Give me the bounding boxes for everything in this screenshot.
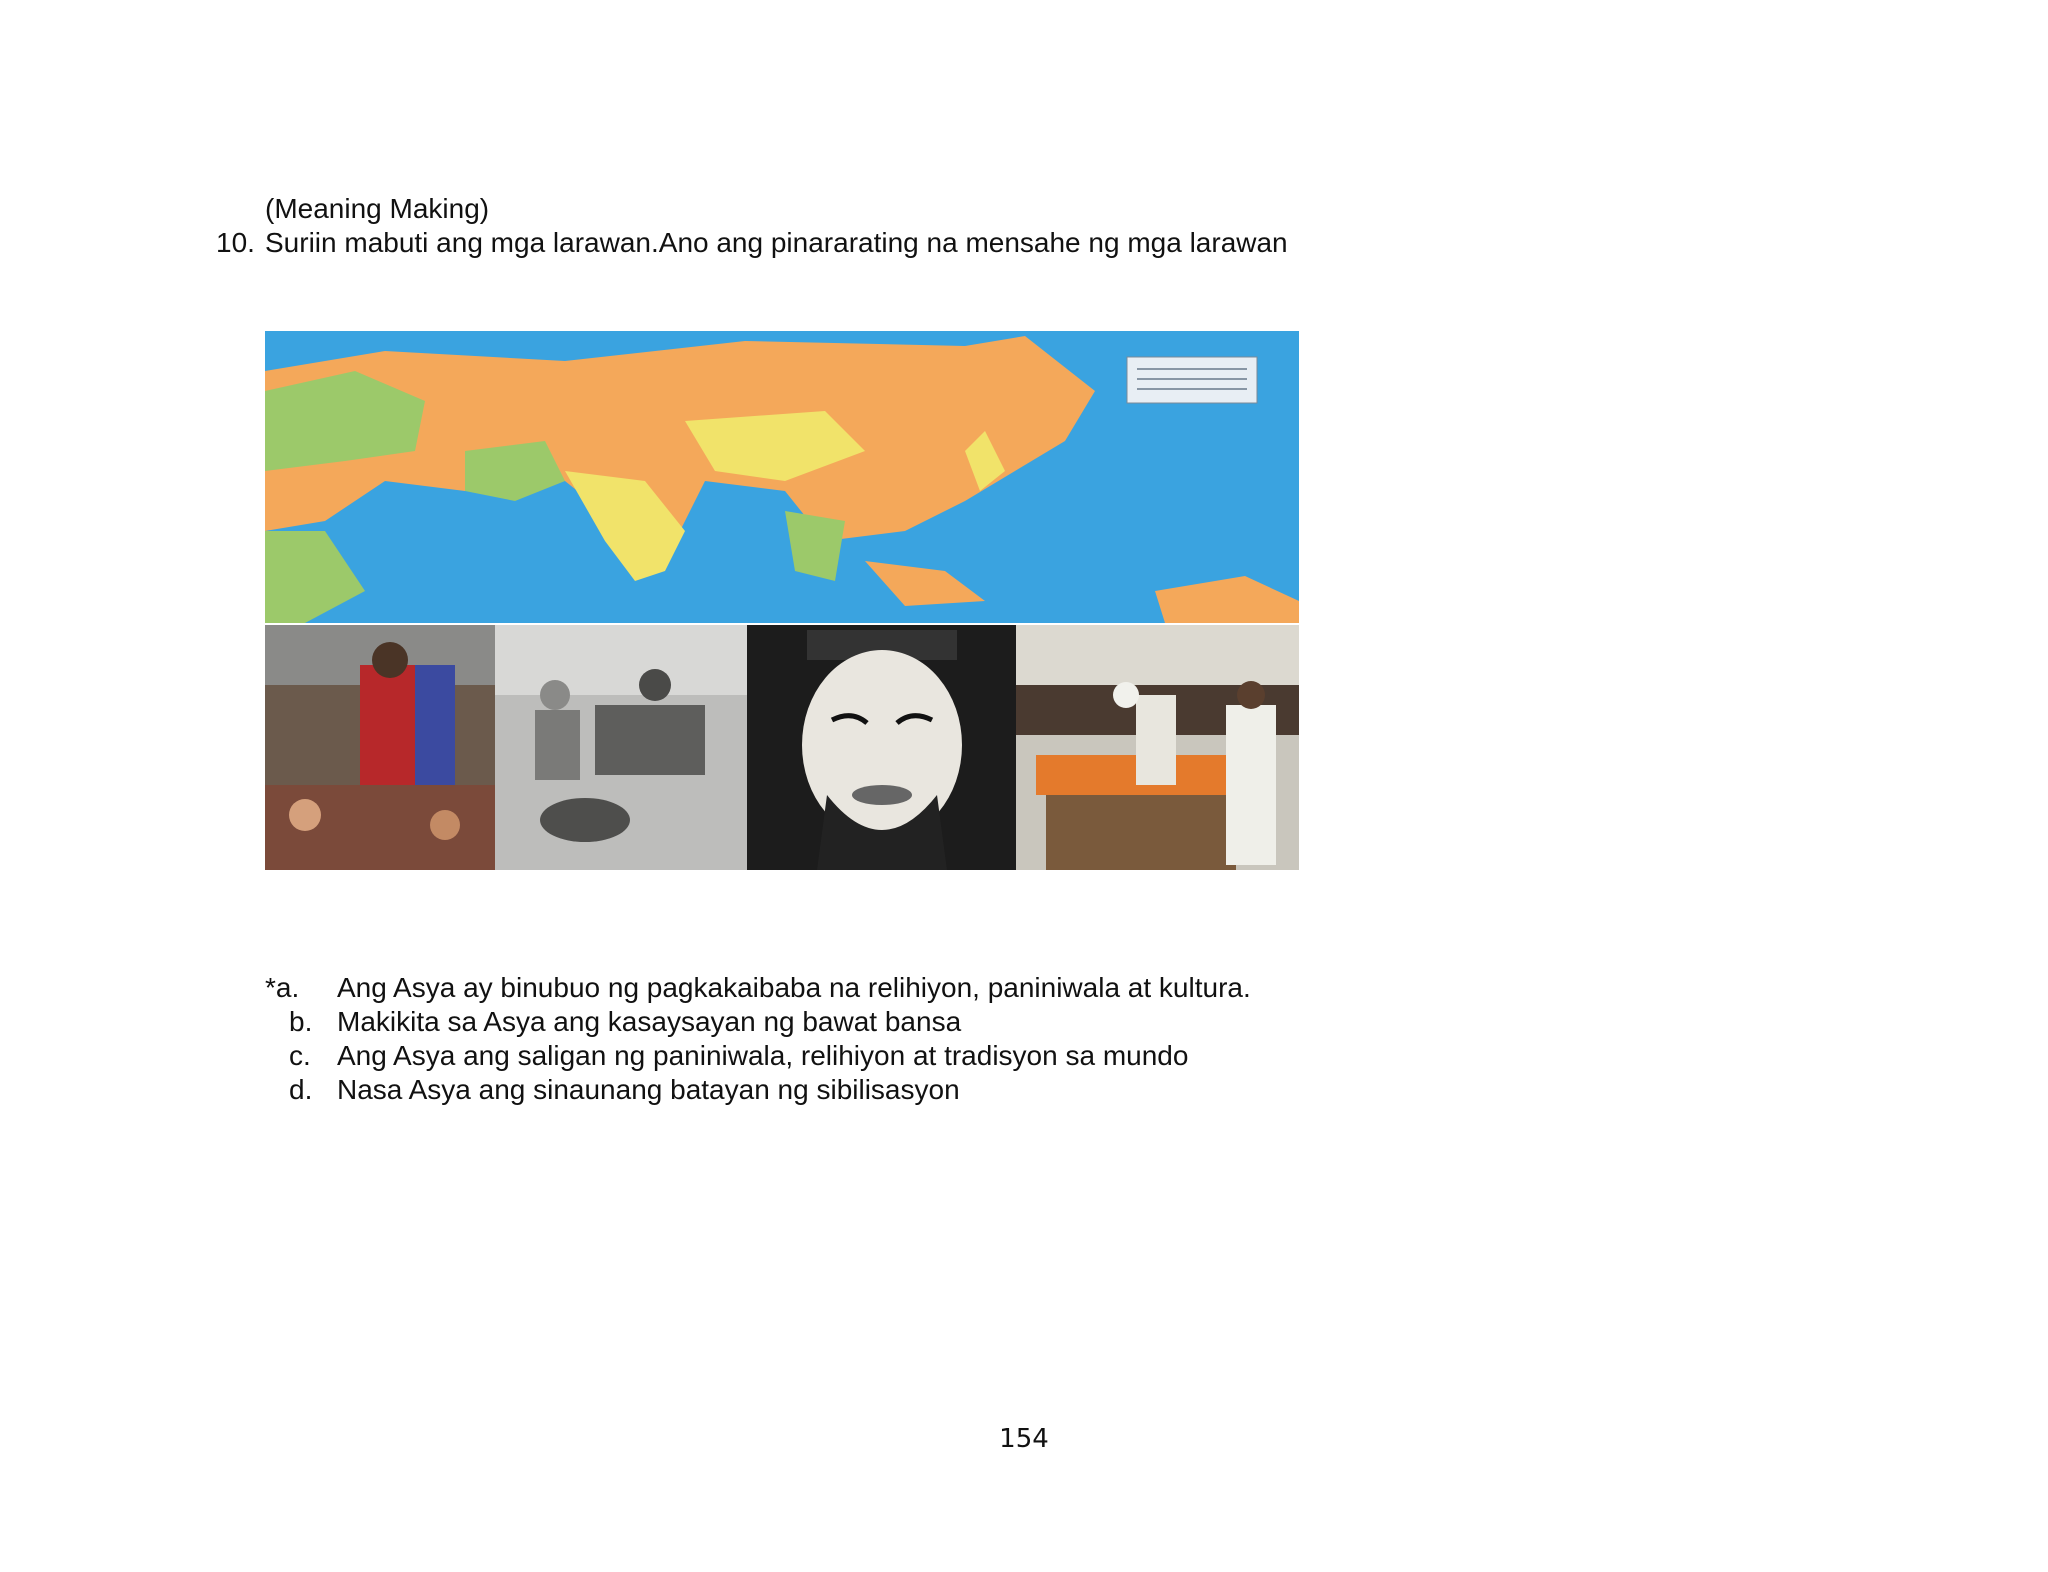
question-line <box>216 226 1288 260</box>
question-number: 10. <box>216 227 255 258</box>
confucius-portrait-drawing-icon <box>747 625 1016 870</box>
choice-letter: d. <box>289 1074 313 1105</box>
question-context: (Meaning Making) <box>265 193 490 224</box>
question-figure <box>265 331 1299 870</box>
choice-letter: b. <box>289 1006 313 1037</box>
choice-text: Ang Asya ang saligan ng paniniwala, relihiyon at tradisyon sa mundo <box>337 1040 1189 1071</box>
religious-procession-photo-icon <box>265 625 495 870</box>
asia-map-icon <box>265 331 1299 623</box>
choice-text: Ang Asya ay binubuo ng pagkakaibaba na relihiyon, paniniwala at kultura. <box>337 972 1251 1003</box>
choice-text: Nasa Asya ang sinaunang batayan ng sibilisasyon <box>337 1074 960 1105</box>
funeral-pyre-ceremony-photo-icon <box>1016 625 1299 870</box>
photo-strip <box>265 625 1299 870</box>
choice-letter: c. <box>289 1040 311 1071</box>
page-number: 154 <box>999 1424 1049 1454</box>
kneeling-before-official-photo-icon <box>495 625 747 870</box>
question-prompt: Suriin mabuti ang mga larawan.Ano ang pinararating na mensahe ng mga larawan <box>265 227 1288 258</box>
choice-letter: *a. <box>265 972 300 1003</box>
choice-text: Makikita sa Asya ang kasaysayan ng bawat bansa <box>337 1006 962 1037</box>
